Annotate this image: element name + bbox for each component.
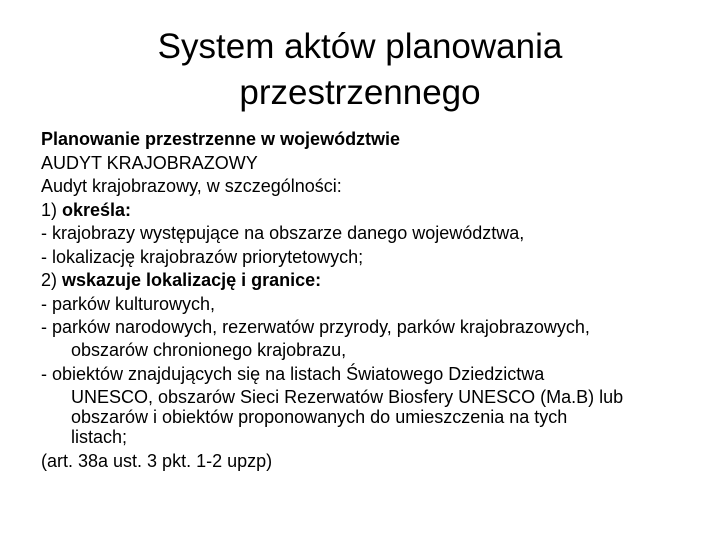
point-2-item-unesco-continued-3: listach; bbox=[71, 427, 128, 447]
point-2-item-protected-areas-continued: obszarów chronionego krajobrazu, bbox=[71, 339, 347, 360]
section-subheading: AUDYT KRAJOBRAZOWY bbox=[41, 152, 258, 173]
slide-body bbox=[41, 128, 701, 474]
legal-reference: (art. 38a ust. 3 pkt. 1-2 upzp) bbox=[41, 451, 273, 471]
point-1-label: określa: bbox=[62, 199, 132, 220]
point-2-item-parks: - parków kulturowych, bbox=[41, 293, 216, 314]
intro-text: Audyt krajobrazowy, w szczególności: bbox=[41, 176, 342, 196]
point-2-label: wskazuje lokalizację i granice: bbox=[62, 270, 322, 290]
point-1-item: - krajobrazy występujące na obszarze danego województwa, bbox=[41, 223, 525, 243]
point-2-item-unesco-continued-2: obszarów i obiektów proponowanych do umieszczenia na tych bbox=[71, 407, 568, 427]
point-2 bbox=[41, 269, 701, 293]
point-1-number: 1) bbox=[41, 199, 63, 220]
point-2-item-unesco-continued-1: UNESCO, obszarów Sieci Rezerwatów Biosfery UNESCO (Ma.B) lub bbox=[71, 387, 624, 407]
slide-title-line-2: przestrzennego bbox=[239, 73, 481, 112]
section-heading: Planowanie przestrzenne w województwie bbox=[41, 129, 401, 149]
point-1-item: - lokalizację krajobrazów priorytetowych; bbox=[41, 246, 364, 267]
slide-title bbox=[40, 24, 680, 116]
point-2-number: 2) bbox=[41, 270, 63, 290]
point-2-item-unesco: - obiektów znajdujących się na listach Światowego Dziedzictwa bbox=[41, 363, 545, 384]
point-1 bbox=[41, 199, 701, 223]
point-2-item-protected-areas: - parków narodowych, rezerwatów przyrody, parków krajobrazowych, bbox=[41, 317, 590, 337]
slide-title-line-1: System aktów planowania bbox=[157, 27, 563, 66]
